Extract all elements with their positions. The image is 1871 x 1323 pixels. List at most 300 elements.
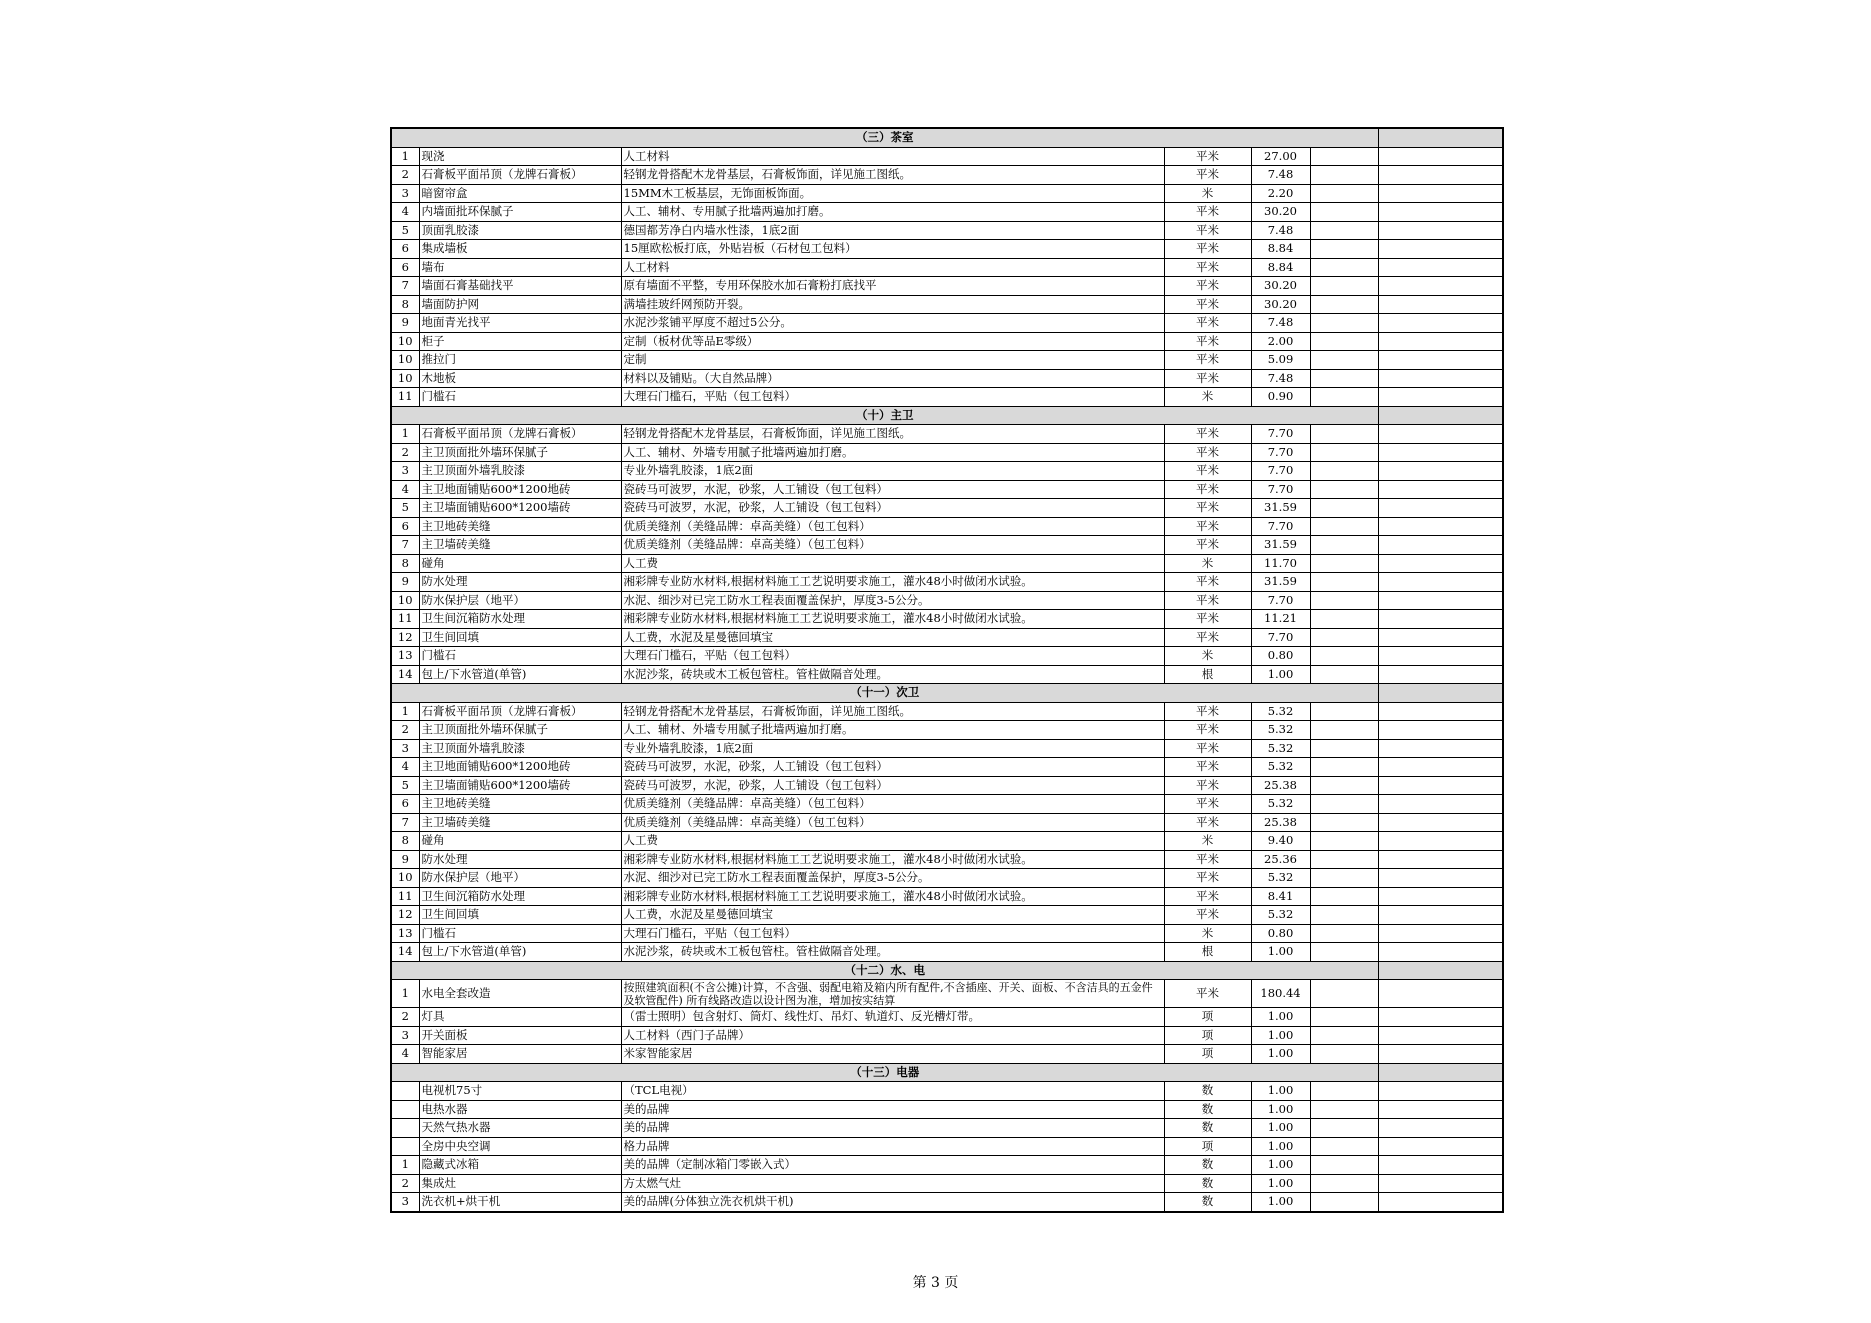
item-unit: 平米 xyxy=(1164,906,1251,925)
item-unit: 平米 xyxy=(1164,610,1251,629)
item-number: 7 xyxy=(391,536,419,555)
item-name: 灯具 xyxy=(419,1008,621,1027)
section-title: （三）茶室 xyxy=(391,128,1378,147)
item-description: 人工费 xyxy=(621,554,1164,573)
item-quantity: 180.44 xyxy=(1251,980,1310,1008)
item-quantity: 31.59 xyxy=(1251,536,1310,555)
item-blank-cell xyxy=(1310,943,1378,962)
item-name: 地面青光找平 xyxy=(419,314,621,333)
table-row xyxy=(391,610,1503,629)
item-description: 水泥沙浆铺平厚度不超过5公分。 xyxy=(621,314,1164,333)
item-name: 卫生间回填 xyxy=(419,628,621,647)
table-row xyxy=(391,1082,1503,1101)
item-description: 瓷砖马可波罗，水泥，砂浆，人工铺设（包工包料） xyxy=(621,758,1164,777)
item-quantity: 7.70 xyxy=(1251,462,1310,481)
item-remark-cell xyxy=(1378,943,1503,962)
item-number: 2 xyxy=(391,1174,419,1193)
item-quantity: 1.00 xyxy=(1251,1137,1310,1156)
item-description: 米家智能家居 xyxy=(621,1045,1164,1064)
item-blank-cell xyxy=(1310,369,1378,388)
item-unit: 平米 xyxy=(1164,702,1251,721)
item-unit: 根 xyxy=(1164,943,1251,962)
item-blank-cell xyxy=(1310,702,1378,721)
table-row xyxy=(391,702,1503,721)
item-blank-cell xyxy=(1310,832,1378,851)
item-blank-cell xyxy=(1310,147,1378,166)
table-row xyxy=(391,369,1503,388)
item-remark-cell xyxy=(1378,295,1503,314)
item-remark-cell xyxy=(1378,221,1503,240)
table-row xyxy=(391,517,1503,536)
item-name: 防水处理 xyxy=(419,850,621,869)
item-blank-cell xyxy=(1310,1156,1378,1175)
item-remark-cell xyxy=(1378,869,1503,888)
item-quantity: 5.32 xyxy=(1251,906,1310,925)
item-remark-cell xyxy=(1378,147,1503,166)
item-number: 6 xyxy=(391,517,419,536)
item-quantity: 5.32 xyxy=(1251,869,1310,888)
item-quantity: 8.84 xyxy=(1251,258,1310,277)
item-number: 6 xyxy=(391,795,419,814)
item-remark-cell xyxy=(1378,443,1503,462)
item-description: 人工费，水泥及星曼德回填宝 xyxy=(621,628,1164,647)
item-remark-cell xyxy=(1378,517,1503,536)
table-row xyxy=(391,1100,1503,1119)
item-unit: 米 xyxy=(1164,832,1251,851)
item-blank-cell xyxy=(1310,1193,1378,1212)
item-quantity: 1.00 xyxy=(1251,1008,1310,1027)
item-blank-cell xyxy=(1310,1137,1378,1156)
item-remark-cell xyxy=(1378,425,1503,444)
item-description: 湘彩牌专业防水材料,根据材料施工工艺说明要求施工，灌水48小时做闭水试验。 xyxy=(621,573,1164,592)
item-name: 防水保护层（地平） xyxy=(419,869,621,888)
item-quantity: 0.80 xyxy=(1251,647,1310,666)
item-name: 天然气热水器 xyxy=(419,1119,621,1138)
item-number: 3 xyxy=(391,739,419,758)
item-number: 14 xyxy=(391,943,419,962)
item-blank-cell xyxy=(1310,813,1378,832)
item-unit: 平米 xyxy=(1164,758,1251,777)
item-name: 隐藏式冰箱 xyxy=(419,1156,621,1175)
item-blank-cell xyxy=(1310,1008,1378,1027)
item-number: 4 xyxy=(391,758,419,777)
item-blank-cell xyxy=(1310,776,1378,795)
item-description: 湘彩牌专业防水材料,根据材料施工工艺说明要求施工，灌水48小时做闭水试验。 xyxy=(621,887,1164,906)
table-row xyxy=(391,499,1503,518)
item-quantity: 1.00 xyxy=(1251,1082,1310,1101)
item-blank-cell xyxy=(1310,869,1378,888)
item-remark-cell xyxy=(1378,351,1503,370)
item-name: 防水保护层（地平） xyxy=(419,591,621,610)
item-description: 人工材料 xyxy=(621,147,1164,166)
item-quantity: 27.00 xyxy=(1251,147,1310,166)
item-name: 碰角 xyxy=(419,554,621,573)
item-quantity: 25.38 xyxy=(1251,776,1310,795)
table-row xyxy=(391,184,1503,203)
item-name: 防水处理 xyxy=(419,573,621,592)
item-number: 9 xyxy=(391,850,419,869)
item-number: 9 xyxy=(391,314,419,333)
item-blank-cell xyxy=(1310,166,1378,185)
item-unit: 米 xyxy=(1164,388,1251,407)
item-blank-cell xyxy=(1310,221,1378,240)
item-remark-cell xyxy=(1378,388,1503,407)
table-row xyxy=(391,203,1503,222)
item-quantity: 7.70 xyxy=(1251,443,1310,462)
item-quantity: 2.20 xyxy=(1251,184,1310,203)
item-quantity: 1.00 xyxy=(1251,665,1310,684)
item-number: 11 xyxy=(391,388,419,407)
item-number: 2 xyxy=(391,166,419,185)
item-number: 13 xyxy=(391,924,419,943)
item-remark-cell xyxy=(1378,980,1503,1008)
item-remark-cell xyxy=(1378,1008,1503,1027)
item-quantity: 1.00 xyxy=(1251,1045,1310,1064)
item-unit: 平米 xyxy=(1164,628,1251,647)
item-blank-cell xyxy=(1310,314,1378,333)
item-remark-cell xyxy=(1378,536,1503,555)
table-row xyxy=(391,258,1503,277)
item-unit: 平米 xyxy=(1164,314,1251,333)
table-row xyxy=(391,1119,1503,1138)
item-unit: 数 xyxy=(1164,1174,1251,1193)
item-remark-cell xyxy=(1378,610,1503,629)
item-number: 13 xyxy=(391,647,419,666)
table-row xyxy=(391,573,1503,592)
item-unit: 平米 xyxy=(1164,980,1251,1008)
table-row xyxy=(391,1026,1503,1045)
item-blank-cell xyxy=(1310,850,1378,869)
item-name: 卫生间回填 xyxy=(419,906,621,925)
item-name: 墙面防护网 xyxy=(419,295,621,314)
item-number: 1 xyxy=(391,425,419,444)
item-quantity: 8.84 xyxy=(1251,240,1310,259)
item-remark-cell xyxy=(1378,776,1503,795)
item-name: 洗衣机+烘干机 xyxy=(419,1193,621,1212)
item-description: 专业外墙乳胶漆，1底2面 xyxy=(621,462,1164,481)
item-unit: 平米 xyxy=(1164,277,1251,296)
item-unit: 项 xyxy=(1164,1026,1251,1045)
table-row xyxy=(391,980,1503,1008)
section-header-spare-cell xyxy=(1378,1063,1503,1082)
item-blank-cell xyxy=(1310,480,1378,499)
item-name: 碰角 xyxy=(419,832,621,851)
table-row xyxy=(391,221,1503,240)
item-unit: 平米 xyxy=(1164,517,1251,536)
item-unit: 平米 xyxy=(1164,203,1251,222)
item-description: 优质美缝剂（美缝品牌：卓高美缝）（包工包料） xyxy=(621,517,1164,536)
item-description: 大理石门槛石，平贴（包工包料） xyxy=(621,924,1164,943)
item-name: 墙面石膏基础找平 xyxy=(419,277,621,296)
item-quantity: 9.40 xyxy=(1251,832,1310,851)
section-header-spare-cell xyxy=(1378,406,1503,425)
quotation-table xyxy=(390,127,1504,1213)
item-quantity: 8.41 xyxy=(1251,887,1310,906)
section-header xyxy=(391,684,1503,703)
item-description: 优质美缝剂（美缝品牌：卓高美缝）（包工包料） xyxy=(621,536,1164,555)
item-description: 人工、辅材、外墙专用腻子批墙两遍加打磨。 xyxy=(621,721,1164,740)
item-blank-cell xyxy=(1310,240,1378,259)
item-remark-cell xyxy=(1378,1119,1503,1138)
item-description: 按照建筑面积(不含公摊)计算，不含强、弱配电箱及箱内所有配件,不含插座、开关、面板、不含洁具的五金件及软管配件) 所有线路改造以设计图为准，增加按实结算 xyxy=(621,980,1164,1008)
item-number: 5 xyxy=(391,499,419,518)
item-unit: 数 xyxy=(1164,1193,1251,1212)
item-unit: 平米 xyxy=(1164,721,1251,740)
section-header xyxy=(391,406,1503,425)
item-number: 4 xyxy=(391,203,419,222)
item-description: 材料以及铺贴。（大自然品牌） xyxy=(621,369,1164,388)
item-remark-cell xyxy=(1378,591,1503,610)
item-remark-cell xyxy=(1378,499,1503,518)
item-number: 1 xyxy=(391,980,419,1008)
item-number: 1 xyxy=(391,702,419,721)
item-description: 水泥、细沙对已完工防水工程表面覆盖保护，厚度3-5公分。 xyxy=(621,591,1164,610)
table-row xyxy=(391,240,1503,259)
item-remark-cell xyxy=(1378,887,1503,906)
table-row xyxy=(391,591,1503,610)
item-number: 3 xyxy=(391,1026,419,1045)
item-quantity: 7.48 xyxy=(1251,166,1310,185)
item-remark-cell xyxy=(1378,1193,1503,1212)
item-remark-cell xyxy=(1378,647,1503,666)
item-remark-cell xyxy=(1378,813,1503,832)
item-blank-cell xyxy=(1310,1174,1378,1193)
item-unit: 平米 xyxy=(1164,591,1251,610)
item-blank-cell xyxy=(1310,628,1378,647)
item-quantity: 31.59 xyxy=(1251,499,1310,518)
item-remark-cell xyxy=(1378,369,1503,388)
table-row xyxy=(391,1137,1503,1156)
table-row xyxy=(391,480,1503,499)
item-description: 优质美缝剂（美缝品牌：卓高美缝）（包工包料） xyxy=(621,795,1164,814)
item-name: 墙布 xyxy=(419,258,621,277)
table-row xyxy=(391,813,1503,832)
item-quantity: 1.00 xyxy=(1251,1119,1310,1138)
section-header xyxy=(391,961,1503,980)
item-description: 瓷砖马可波罗，水泥，砂浆，人工铺设（包工包料） xyxy=(621,499,1164,518)
item-blank-cell xyxy=(1310,906,1378,925)
item-number xyxy=(391,1119,419,1138)
item-remark-cell xyxy=(1378,1137,1503,1156)
item-remark-cell xyxy=(1378,1045,1503,1064)
table-row xyxy=(391,277,1503,296)
item-description: 人工、辅材、专用腻子批墙两遍加打磨。 xyxy=(621,203,1164,222)
item-name: 集成墙板 xyxy=(419,240,621,259)
item-unit: 平米 xyxy=(1164,869,1251,888)
item-blank-cell xyxy=(1310,443,1378,462)
item-number xyxy=(391,1082,419,1101)
item-blank-cell xyxy=(1310,1045,1378,1064)
table-row xyxy=(391,906,1503,925)
item-name: 门槛石 xyxy=(419,924,621,943)
item-name: 主卫墙面铺贴600*1200墙砖 xyxy=(419,499,621,518)
item-number: 3 xyxy=(391,1193,419,1212)
item-name: 暗窗帘盒 xyxy=(419,184,621,203)
item-blank-cell xyxy=(1310,554,1378,573)
item-description: 人工材料 xyxy=(621,258,1164,277)
item-name: 智能家居 xyxy=(419,1045,621,1064)
item-remark-cell xyxy=(1378,850,1503,869)
item-blank-cell xyxy=(1310,647,1378,666)
item-quantity: 7.48 xyxy=(1251,221,1310,240)
item-blank-cell xyxy=(1310,1100,1378,1119)
item-number: 2 xyxy=(391,721,419,740)
item-description: 美的品牌（定制冰箱门零嵌入式） xyxy=(621,1156,1164,1175)
item-number: 6 xyxy=(391,258,419,277)
item-number: 11 xyxy=(391,610,419,629)
item-blank-cell xyxy=(1310,980,1378,1008)
item-remark-cell xyxy=(1378,795,1503,814)
item-remark-cell xyxy=(1378,758,1503,777)
item-unit: 平米 xyxy=(1164,536,1251,555)
item-name: 主卫墙砖美缝 xyxy=(419,813,621,832)
item-unit: 项 xyxy=(1164,1045,1251,1064)
item-name: 石膏板平面吊顶（龙牌石膏板） xyxy=(419,702,621,721)
table-row xyxy=(391,943,1503,962)
item-remark-cell xyxy=(1378,832,1503,851)
item-blank-cell xyxy=(1310,388,1378,407)
item-description: 美的品牌 xyxy=(621,1100,1164,1119)
item-blank-cell xyxy=(1310,665,1378,684)
table-row xyxy=(391,850,1503,869)
item-unit: 平米 xyxy=(1164,462,1251,481)
item-unit: 米 xyxy=(1164,924,1251,943)
item-description: 格力品牌 xyxy=(621,1137,1164,1156)
section-title: （十二）水、电 xyxy=(391,961,1378,980)
item-quantity: 7.70 xyxy=(1251,591,1310,610)
item-unit: 平米 xyxy=(1164,425,1251,444)
item-blank-cell xyxy=(1310,517,1378,536)
table-row xyxy=(391,314,1503,333)
item-quantity: 7.70 xyxy=(1251,480,1310,499)
item-unit: 平米 xyxy=(1164,776,1251,795)
table-row xyxy=(391,388,1503,407)
item-remark-cell xyxy=(1378,166,1503,185)
item-blank-cell xyxy=(1310,499,1378,518)
item-blank-cell xyxy=(1310,258,1378,277)
item-name: 木地板 xyxy=(419,369,621,388)
item-name: 主卫墙砖美缝 xyxy=(419,536,621,555)
table-row xyxy=(391,462,1503,481)
table-row xyxy=(391,628,1503,647)
item-blank-cell xyxy=(1310,591,1378,610)
item-unit: 数 xyxy=(1164,1100,1251,1119)
item-blank-cell xyxy=(1310,1119,1378,1138)
section-header-spare-cell xyxy=(1378,128,1503,147)
item-unit: 米 xyxy=(1164,184,1251,203)
item-unit: 平米 xyxy=(1164,480,1251,499)
item-quantity: 7.48 xyxy=(1251,369,1310,388)
item-quantity: 31.59 xyxy=(1251,573,1310,592)
table-row xyxy=(391,758,1503,777)
section-header-spare-cell xyxy=(1378,961,1503,980)
item-description: 湘彩牌专业防水材料,根据材料施工工艺说明要求施工，灌水48小时做闭水试验。 xyxy=(621,850,1164,869)
section-header-spare-cell xyxy=(1378,684,1503,703)
item-unit: 平米 xyxy=(1164,850,1251,869)
item-blank-cell xyxy=(1310,351,1378,370)
item-unit: 项 xyxy=(1164,1008,1251,1027)
item-remark-cell xyxy=(1378,1082,1503,1101)
item-description: 轻钢龙骨搭配木龙骨基层，石膏板饰面，详见施工图纸。 xyxy=(621,702,1164,721)
item-blank-cell xyxy=(1310,721,1378,740)
item-remark-cell xyxy=(1378,1174,1503,1193)
item-number: 12 xyxy=(391,906,419,925)
table-row xyxy=(391,887,1503,906)
item-description: 湘彩牌专业防水材料,根据材料施工工艺说明要求施工，灌水48小时做闭水试验。 xyxy=(621,610,1164,629)
item-quantity: 7.70 xyxy=(1251,517,1310,536)
item-name: 主卫地面铺贴600*1200地砖 xyxy=(419,480,621,499)
item-description: 轻钢龙骨搭配木龙骨基层，石膏板饰面，详见施工图纸。 xyxy=(621,166,1164,185)
item-blank-cell xyxy=(1310,739,1378,758)
item-unit: 数 xyxy=(1164,1119,1251,1138)
item-remark-cell xyxy=(1378,628,1503,647)
item-number: 11 xyxy=(391,887,419,906)
item-remark-cell xyxy=(1378,702,1503,721)
item-blank-cell xyxy=(1310,573,1378,592)
table-row xyxy=(391,536,1503,555)
item-quantity: 11.21 xyxy=(1251,610,1310,629)
item-unit: 平米 xyxy=(1164,795,1251,814)
item-name: 集成灶 xyxy=(419,1174,621,1193)
section-header xyxy=(391,1063,1503,1082)
item-name: 主卫地面铺贴600*1200地砖 xyxy=(419,758,621,777)
item-name: 主卫顶面外墙乳胶漆 xyxy=(419,739,621,758)
item-unit: 项 xyxy=(1164,1137,1251,1156)
item-remark-cell xyxy=(1378,314,1503,333)
item-unit: 平米 xyxy=(1164,295,1251,314)
item-quantity: 7.70 xyxy=(1251,628,1310,647)
item-name: 柜子 xyxy=(419,332,621,351)
item-unit: 平米 xyxy=(1164,443,1251,462)
item-name: 门槛石 xyxy=(419,388,621,407)
item-unit: 米 xyxy=(1164,554,1251,573)
item-quantity: 7.70 xyxy=(1251,425,1310,444)
item-description: 水泥、细沙对已完工防水工程表面覆盖保护，厚度3-5公分。 xyxy=(621,869,1164,888)
item-remark-cell xyxy=(1378,1100,1503,1119)
table-row xyxy=(391,665,1503,684)
item-description: 美的品牌(分体独立洗衣机烘干机) xyxy=(621,1193,1164,1212)
item-remark-cell xyxy=(1378,480,1503,499)
item-quantity: 0.80 xyxy=(1251,924,1310,943)
table-row xyxy=(391,1008,1503,1027)
item-unit: 平米 xyxy=(1164,573,1251,592)
item-name: 开关面板 xyxy=(419,1026,621,1045)
item-description: 人工费，水泥及星曼德回填宝 xyxy=(621,906,1164,925)
item-name: 内墙面批环保腻子 xyxy=(419,203,621,222)
item-name: 卫生间沉箱防水处理 xyxy=(419,610,621,629)
item-remark-cell xyxy=(1378,203,1503,222)
item-description: 定制 xyxy=(621,351,1164,370)
table-row xyxy=(391,924,1503,943)
item-description: 人工材料（西门子品牌） xyxy=(621,1026,1164,1045)
item-unit: 数 xyxy=(1164,1082,1251,1101)
item-name: 主卫顶面外墙乳胶漆 xyxy=(419,462,621,481)
item-blank-cell xyxy=(1310,203,1378,222)
item-remark-cell xyxy=(1378,332,1503,351)
item-description: 水泥沙浆，砖块或木工板包管柱。管柱做隔音处理。 xyxy=(621,943,1164,962)
item-unit: 数 xyxy=(1164,1156,1251,1175)
item-unit: 平米 xyxy=(1164,369,1251,388)
table-row xyxy=(391,554,1503,573)
item-name: 包上/下水管道(单管) xyxy=(419,943,621,962)
table-row xyxy=(391,295,1503,314)
item-quantity: 25.36 xyxy=(1251,850,1310,869)
item-number: 10 xyxy=(391,351,419,370)
item-quantity: 1.00 xyxy=(1251,1100,1310,1119)
item-unit: 平米 xyxy=(1164,332,1251,351)
item-description: 专业外墙乳胶漆，1底2面 xyxy=(621,739,1164,758)
item-number: 3 xyxy=(391,184,419,203)
